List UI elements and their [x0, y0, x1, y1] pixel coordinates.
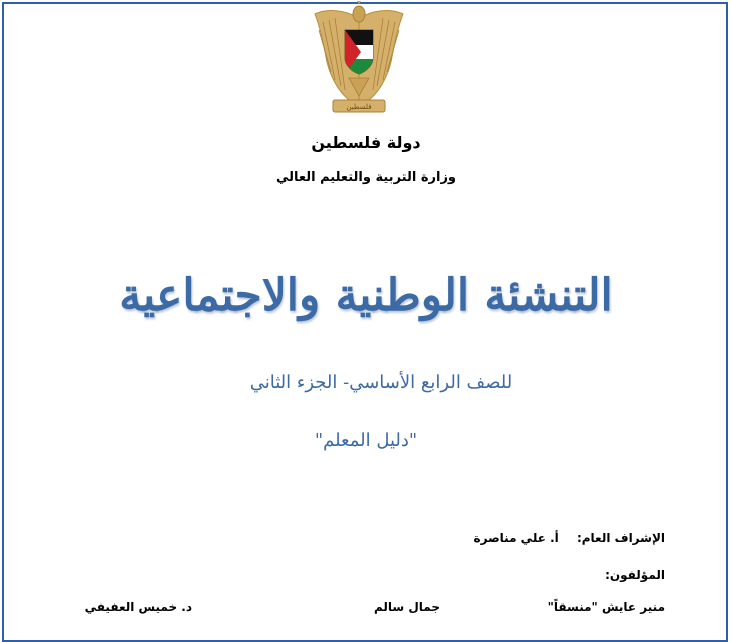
supervision-label: الإشراف العام: [576, 531, 665, 545]
author-name: جمال سالم [373, 600, 440, 614]
grade-line: للصف الرابع الأساسي- الجزء الثاني [249, 372, 513, 393]
author-name: منير عايش "منسقاً" [547, 600, 665, 614]
guide-label: "دليل المعلم" [314, 430, 418, 451]
authors-list [0, 600, 732, 620]
authors-label: المؤلفون: [605, 568, 665, 582]
ministry-name: وزارة التربية والتعليم العالي [275, 170, 457, 185]
author-name: د. خميس العفيفي [84, 600, 192, 614]
supervision-line [474, 531, 665, 545]
supervision-value: أ. علي مناصرة [473, 531, 559, 545]
state-name: دولة فلسطين [311, 133, 421, 152]
book-title: التنشئة الوطنية والاجتماعية [119, 270, 613, 321]
emblem-banner-text: فلسطين [346, 103, 372, 111]
palestine-eagle-emblem [305, 0, 413, 120]
